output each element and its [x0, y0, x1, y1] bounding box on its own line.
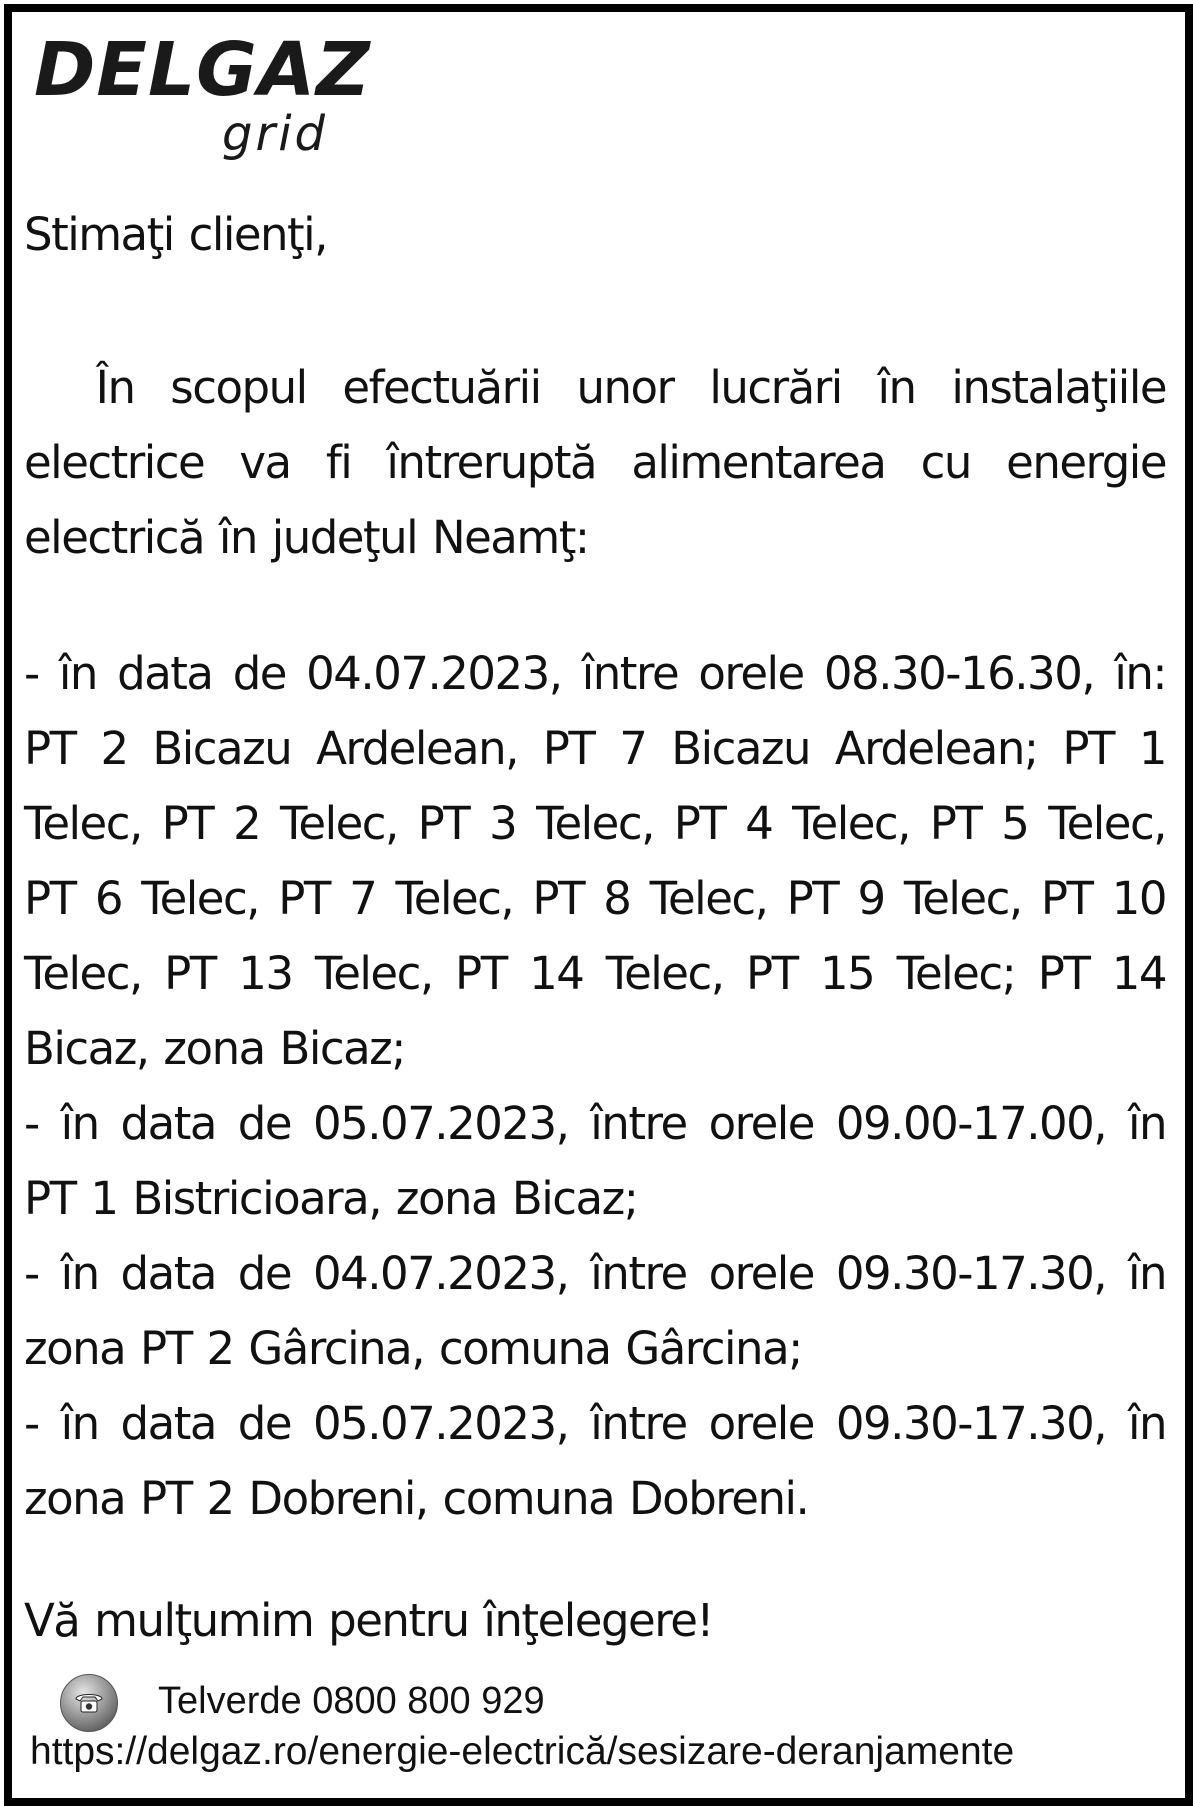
outage-item: - în data de 05.07.2023, între orele 09.30-17.30, în zona PT 2 Dobreni, comuna Dobreni.: [24, 1397, 1166, 1525]
intro-paragraph: [24, 350, 1166, 575]
outage-item: - în data de 04.07.2023, între orele 09.30-17.30, în zona PT 2 Gârcina, comuna Gârcina;: [24, 1247, 1166, 1375]
support-url[interactable]: https://delgaz.ro/energie-electrică/sesizare-deranjamente: [30, 1730, 1015, 1773]
outage-item: - în data de 05.07.2023, între orele 09.00-17.00, în PT 1 Bistricioara, zona Bicaz;: [24, 1097, 1166, 1225]
greeting: Stimaţi clienţi,: [24, 208, 327, 261]
telephone-icon: [60, 1674, 118, 1732]
logo-sub: grid: [222, 106, 329, 162]
outage-list: [24, 636, 1166, 1536]
phone-number: Telverde 0800 800 929: [158, 1680, 545, 1722]
thanks-line: Vă mulţumim pentru înţelegere!: [24, 1594, 713, 1647]
intro-text: În scopul efectuării unor lucrări în instalaţiile electrice va fi întreruptă alimentarea cu energie electrică în judeţul Neamţ:: [24, 361, 1167, 564]
outage-item: - în data de 04.07.2023, între orele 08.30-16.30, în: PT 2 Bicazu Ardelean, PT 7 Bicazu Ardelean; PT 1 Telec, PT 2 Telec, PT 3 Telec, PT 4 Telec, PT 5 Telec, PT 6 Telec, PT 7 Telec, PT 8 Telec, PT 9 Telec, PT 10 Telec, PT 13 Telec, PT 14 Telec, PT 15 Telec; PT 14 Bicaz, zona Bicaz;: [24, 647, 1166, 1075]
delgaz-grid-logo: [34, 27, 371, 162]
contact-phone: [60, 1672, 760, 1732]
logo-brand: DELGAZ: [34, 27, 371, 113]
